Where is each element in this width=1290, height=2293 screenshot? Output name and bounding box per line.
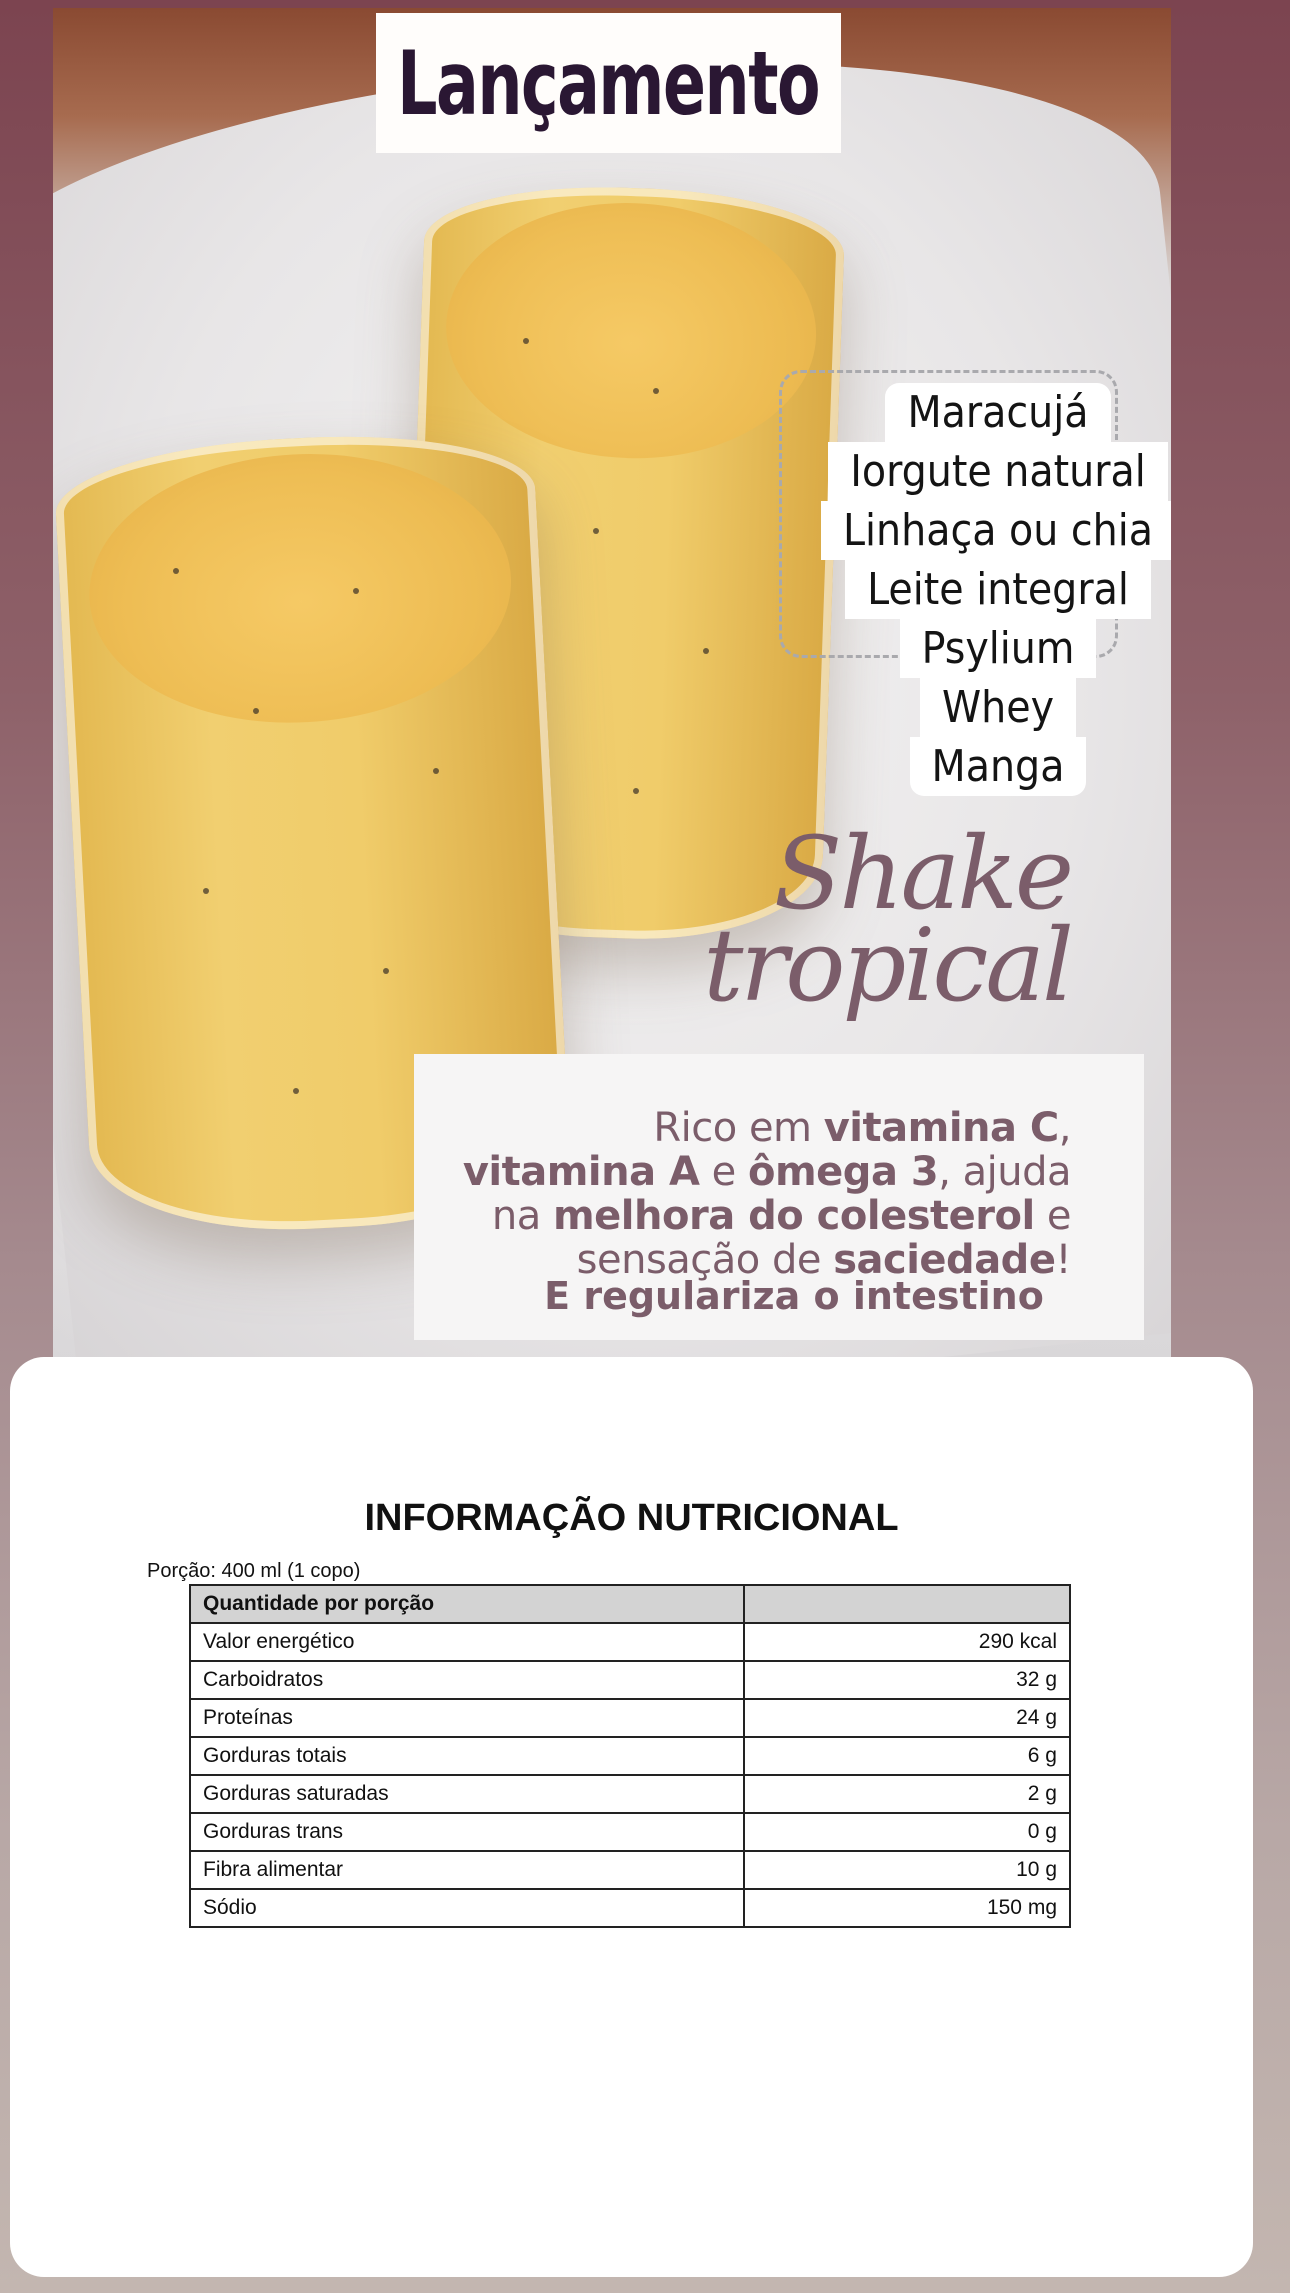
table-row <box>190 1775 1070 1813</box>
nutrient-label: Valor energético <box>190 1623 744 1661</box>
chia-seed <box>703 648 709 654</box>
nutrition-card <box>10 1357 1253 2277</box>
ingredient-item: Linhaça ou chia <box>821 501 1171 560</box>
tagline: E regulariza o intestino <box>544 1274 1044 1318</box>
nutrient-label: Proteínas <box>190 1699 744 1737</box>
desc-part: , ajuda <box>938 1149 1071 1195</box>
shake-title-line-1: Shake <box>773 815 1071 932</box>
desc-part: ! <box>1055 1237 1071 1283</box>
chia-seed <box>653 388 659 394</box>
desc-bold: vitamina C <box>823 1105 1059 1151</box>
desc-bold: vitamina A <box>462 1149 700 1195</box>
nutrient-value: 6 g <box>744 1737 1070 1775</box>
story-image <box>53 8 1171 1360</box>
shake-title-line-2: tropical <box>703 907 1071 1024</box>
chia-seed <box>383 968 389 974</box>
chia-seed <box>353 588 359 594</box>
table-row <box>190 1737 1070 1775</box>
chia-seed <box>523 338 529 344</box>
chia-seed <box>173 568 179 574</box>
chia-seed <box>203 888 209 894</box>
ingredients-list <box>783 383 1171 796</box>
description-text <box>431 1106 1071 1282</box>
nutrient-value: 24 g <box>744 1699 1070 1737</box>
nutrient-label: Gorduras trans <box>190 1813 744 1851</box>
table-row <box>190 1661 1070 1699</box>
portion-label: Porção: 400 ml (1 copo) <box>147 1560 361 1582</box>
table-row <box>190 1851 1070 1889</box>
nutrient-value: 150 mg <box>744 1889 1070 1927</box>
desc-bold: saciedade <box>833 1237 1056 1283</box>
ingredient-item: Psylium <box>900 619 1097 678</box>
title-banner <box>376 13 841 153</box>
nutrient-label: Gorduras saturadas <box>190 1775 744 1813</box>
chia-seed <box>253 708 259 714</box>
table-row <box>190 1699 1070 1737</box>
desc-part: e <box>1034 1193 1071 1239</box>
ingredient-item: Iorgute natural <box>828 442 1168 501</box>
table-row <box>190 1889 1070 1927</box>
ingredient-item: Whey <box>920 678 1076 737</box>
nutrient-label: Fibra alimentar <box>190 1851 744 1889</box>
chia-seed <box>633 788 639 794</box>
nutrient-label: Gorduras totais <box>190 1737 744 1775</box>
nutrient-value: 0 g <box>744 1813 1070 1851</box>
table-header-row <box>190 1585 1070 1623</box>
nutrient-value: 290 kcal <box>744 1623 1070 1661</box>
desc-part: na <box>491 1193 553 1239</box>
desc-part: e <box>699 1149 749 1195</box>
table-header-empty <box>744 1585 1070 1623</box>
ingredient-item: Manga <box>910 737 1087 796</box>
nutrient-value: 2 g <box>744 1775 1070 1813</box>
table-row <box>190 1623 1070 1661</box>
ingredient-item: Maracujá <box>885 383 1110 442</box>
chia-seed <box>293 1088 299 1094</box>
table-header: Quantidade por porção <box>190 1585 744 1623</box>
desc-part: , <box>1058 1105 1071 1151</box>
table-row <box>190 1813 1070 1851</box>
desc-bold: melhora do colesterol <box>553 1193 1035 1239</box>
desc-part: Rico em <box>653 1105 824 1151</box>
chia-seed <box>593 528 599 534</box>
shake-title <box>703 815 1071 1024</box>
nutrition-title: INFORMAÇÃO NUTRICIONAL <box>364 1497 899 1539</box>
ingredient-item: Leite integral <box>845 560 1151 619</box>
nutrient-label: Sódio <box>190 1889 744 1927</box>
nutrient-label: Carboidratos <box>190 1661 744 1699</box>
nutrition-table <box>189 1584 1071 1928</box>
desc-bold: ômega 3 <box>748 1149 939 1195</box>
nutrient-value: 10 g <box>744 1851 1070 1889</box>
nutrient-value: 32 g <box>744 1661 1070 1699</box>
desc-part: sensação de <box>576 1237 834 1283</box>
chia-seed <box>433 768 439 774</box>
post-title: Lançamento <box>397 31 820 135</box>
description-box <box>414 1054 1144 1340</box>
